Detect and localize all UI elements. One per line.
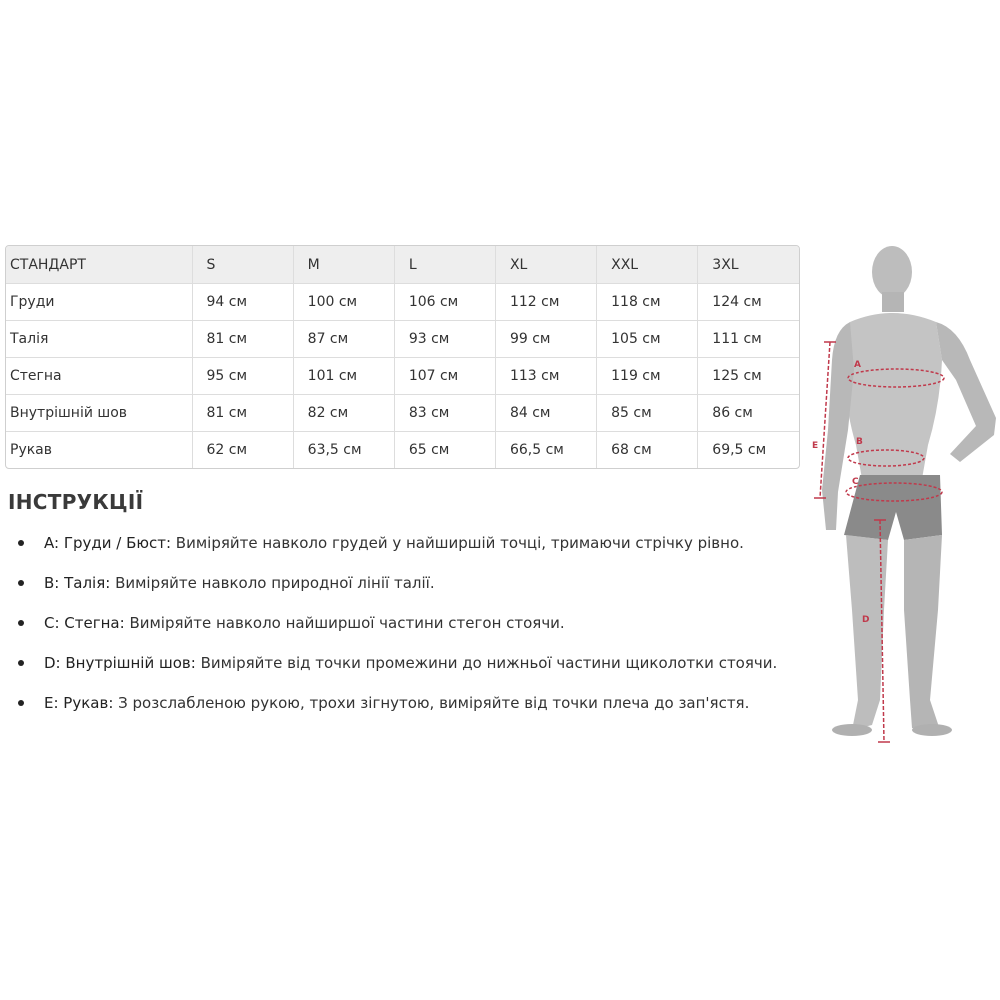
row-label-hips: Стегна bbox=[6, 358, 192, 395]
bullet-icon bbox=[18, 580, 24, 586]
header-size-xxl: XXL bbox=[597, 246, 698, 284]
table-row bbox=[6, 321, 799, 358]
table-row bbox=[6, 432, 799, 469]
instructions-title: ІНСТРУКЦІЇ bbox=[8, 490, 144, 514]
table-cell: 111 см bbox=[698, 321, 799, 358]
instruction-term: D: Внутрішній шов: bbox=[44, 654, 196, 672]
table-row bbox=[6, 395, 799, 432]
instruction-term: A: Груди / Бюст: bbox=[44, 534, 172, 552]
label-a: A bbox=[854, 360, 861, 370]
row-label-chest: Груди bbox=[6, 284, 192, 321]
header-size-3xl: 3XL bbox=[698, 246, 799, 284]
table-row bbox=[6, 284, 799, 321]
row-label-sleeve: Рукав bbox=[6, 432, 192, 469]
table-cell: 125 см bbox=[698, 358, 799, 395]
instruction-term: C: Стегна: bbox=[44, 614, 125, 632]
list-item bbox=[10, 608, 800, 638]
instructions-list bbox=[10, 528, 800, 728]
table-cell: 119 см bbox=[597, 358, 698, 395]
bullet-icon bbox=[18, 540, 24, 546]
table-cell: 106 см bbox=[394, 284, 495, 321]
list-item bbox=[10, 568, 800, 598]
list-item bbox=[10, 688, 800, 718]
table-cell: 62 см bbox=[192, 432, 293, 469]
body-measurement-figure bbox=[800, 230, 1000, 760]
header-standard: СТАНДАРТ bbox=[6, 246, 192, 284]
table-cell: 82 см bbox=[293, 395, 394, 432]
bullet-icon bbox=[18, 620, 24, 626]
table-cell: 81 см bbox=[192, 321, 293, 358]
table-cell: 63,5 см bbox=[293, 432, 394, 469]
table-row bbox=[6, 358, 799, 395]
bullet-icon bbox=[18, 660, 24, 666]
label-d: D bbox=[862, 615, 870, 625]
label-b: B bbox=[856, 437, 863, 447]
table-cell: 87 см bbox=[293, 321, 394, 358]
table-cell: 112 см bbox=[495, 284, 596, 321]
body-silhouette bbox=[822, 246, 996, 736]
table-cell: 81 см bbox=[192, 395, 293, 432]
header-size-xl: XL bbox=[495, 246, 596, 284]
list-item bbox=[10, 648, 800, 678]
instruction-text: Виміряйте навколо природної лінії талії. bbox=[110, 574, 435, 592]
table-cell: 99 см bbox=[495, 321, 596, 358]
table-cell: 66,5 см bbox=[495, 432, 596, 469]
table-cell: 100 см bbox=[293, 284, 394, 321]
table-cell: 86 см bbox=[698, 395, 799, 432]
table-cell: 95 см bbox=[192, 358, 293, 395]
header-size-s: S bbox=[192, 246, 293, 284]
table-cell: 65 см bbox=[394, 432, 495, 469]
label-e: E bbox=[812, 441, 819, 451]
label-c: C bbox=[852, 477, 859, 487]
table-cell: 107 см bbox=[394, 358, 495, 395]
instruction-term: B: Талія: bbox=[44, 574, 111, 592]
table-cell: 68 см bbox=[597, 432, 698, 469]
instruction-text: Виміряйте навколо найширшої частини стегон стоячи. bbox=[124, 614, 565, 632]
table-cell: 118 см bbox=[597, 284, 698, 321]
header-size-m: M bbox=[293, 246, 394, 284]
instruction-text: Виміряйте від точки промежини до нижньої частини щиколотки стоячи. bbox=[195, 654, 778, 672]
instruction-term: E: Рукав: bbox=[44, 694, 114, 712]
list-item bbox=[10, 528, 800, 558]
bullet-icon bbox=[18, 700, 24, 706]
table-cell: 101 см bbox=[293, 358, 394, 395]
row-label-inseam: Внутрішній шов bbox=[6, 395, 192, 432]
table-header-row bbox=[6, 246, 799, 284]
table-cell: 124 см bbox=[698, 284, 799, 321]
instruction-text: З розслабленою рукою, трохи зігнутою, виміряйте від точки плеча до зап'ястя. bbox=[113, 694, 750, 712]
table-cell: 69,5 см bbox=[712, 442, 767, 458]
size-chart-table bbox=[5, 245, 800, 469]
header-size-l: L bbox=[394, 246, 495, 284]
table-cell: 113 см bbox=[495, 358, 596, 395]
instruction-text: Виміряйте навколо грудей у найширшій точці, тримаючи стрічку рівно. bbox=[171, 534, 744, 552]
table-cell: 93 см bbox=[394, 321, 495, 358]
table-cell: 83 см bbox=[394, 395, 495, 432]
table-cell: 84 см bbox=[495, 395, 596, 432]
row-label-waist: Талія bbox=[6, 321, 192, 358]
table-cell: 85 см bbox=[597, 395, 698, 432]
table-cell: 94 см bbox=[192, 284, 293, 321]
table-cell: 105 см bbox=[597, 321, 698, 358]
